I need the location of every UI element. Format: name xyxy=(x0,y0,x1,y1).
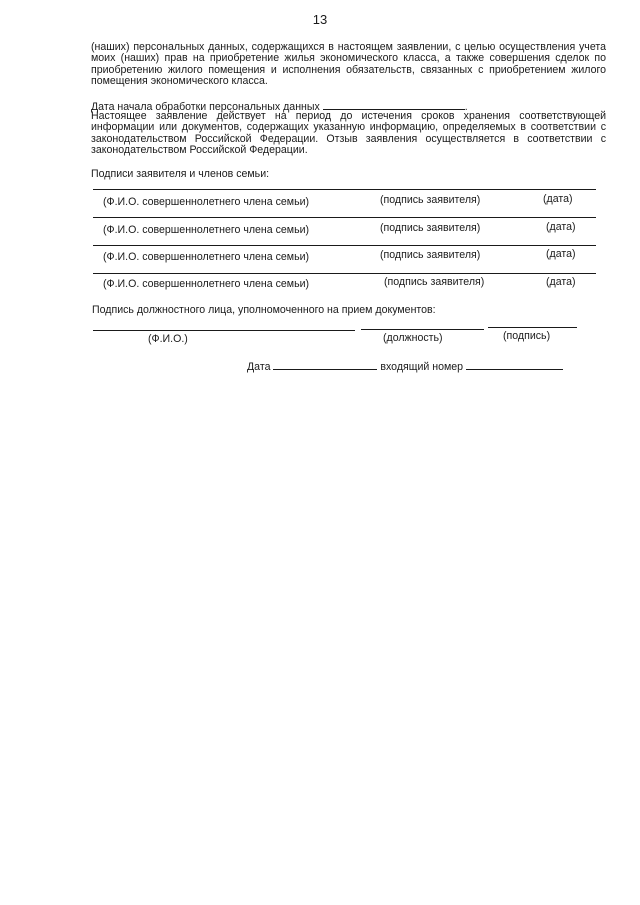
name-caption-2: (Ф.И.О. совершеннолетнего члена семьи) xyxy=(103,224,310,236)
registration-date-blank[interactable] xyxy=(273,360,377,370)
official-signature-caption: (подпись) xyxy=(503,330,551,342)
consent-text: (наших) персональных данных, содержащихся в настоящем заявлении, с целью осуществления учета моих (наших) прав на приобретение жилья экономического класса, а также совершения сделок по приобретению жилого помещения и исполнения обязательств, связанных с приобретением жилого помещения экономического класса. xyxy=(91,41,606,88)
signatures-heading: Подписи заявителя и членов семьи: xyxy=(91,168,270,180)
signature-caption-4: (подпись заявителя) xyxy=(384,276,485,288)
date-caption-2: (дата) xyxy=(546,221,576,233)
date-start-period: . xyxy=(464,101,468,113)
page-number: 13 xyxy=(312,12,328,27)
signature-line-2[interactable] xyxy=(93,217,596,218)
signature-caption-3: (подпись заявителя) xyxy=(380,249,481,261)
official-signature-heading: Подпись должностного лица, уполномоченного на прием документов: xyxy=(92,304,436,316)
date-start-blank[interactable] xyxy=(323,100,465,110)
date-caption-3: (дата) xyxy=(546,248,576,260)
signature-line-1[interactable] xyxy=(93,189,596,190)
official-name-caption: (Ф.И.О.) xyxy=(148,333,188,345)
official-name-line[interactable] xyxy=(93,330,355,331)
date-caption-4: (дата) xyxy=(546,276,576,288)
registration-line xyxy=(247,360,563,373)
signature-caption-2: (подпись заявителя) xyxy=(380,222,481,234)
validity-paragraph xyxy=(91,111,606,157)
official-position-caption: (должность) xyxy=(383,332,443,344)
validity-text: Настоящее заявление действует на период до истечения сроков хранения соответствующей информации или документов, содержащих указанную информацию, определяемых в соответствии с законодательством Российской Федерации. Отзыв заявления осуществляется в соответствии с законодательством Российской Федерации. xyxy=(91,110,606,157)
official-signature-line[interactable] xyxy=(488,327,577,328)
name-caption-1: (Ф.И.О. совершеннолетнего члена семьи) xyxy=(103,196,310,208)
incoming-number-blank[interactable] xyxy=(466,360,563,370)
incoming-number-label: входящий номер xyxy=(380,361,464,373)
signature-line-3[interactable] xyxy=(93,245,596,246)
consent-paragraph xyxy=(91,42,606,88)
official-position-line[interactable] xyxy=(361,329,484,330)
registration-date-label: Дата xyxy=(247,361,271,373)
date-start-label: Дата начала обработки персональных данных xyxy=(91,101,320,113)
signature-line-4[interactable] xyxy=(93,273,596,274)
date-caption-1: (дата) xyxy=(543,193,573,205)
name-caption-4: (Ф.И.О. совершеннолетнего члена семьи) xyxy=(103,278,310,290)
name-caption-3: (Ф.И.О. совершеннолетнего члена семьи) xyxy=(103,251,310,263)
signature-caption-1: (подпись заявителя) xyxy=(380,194,481,206)
